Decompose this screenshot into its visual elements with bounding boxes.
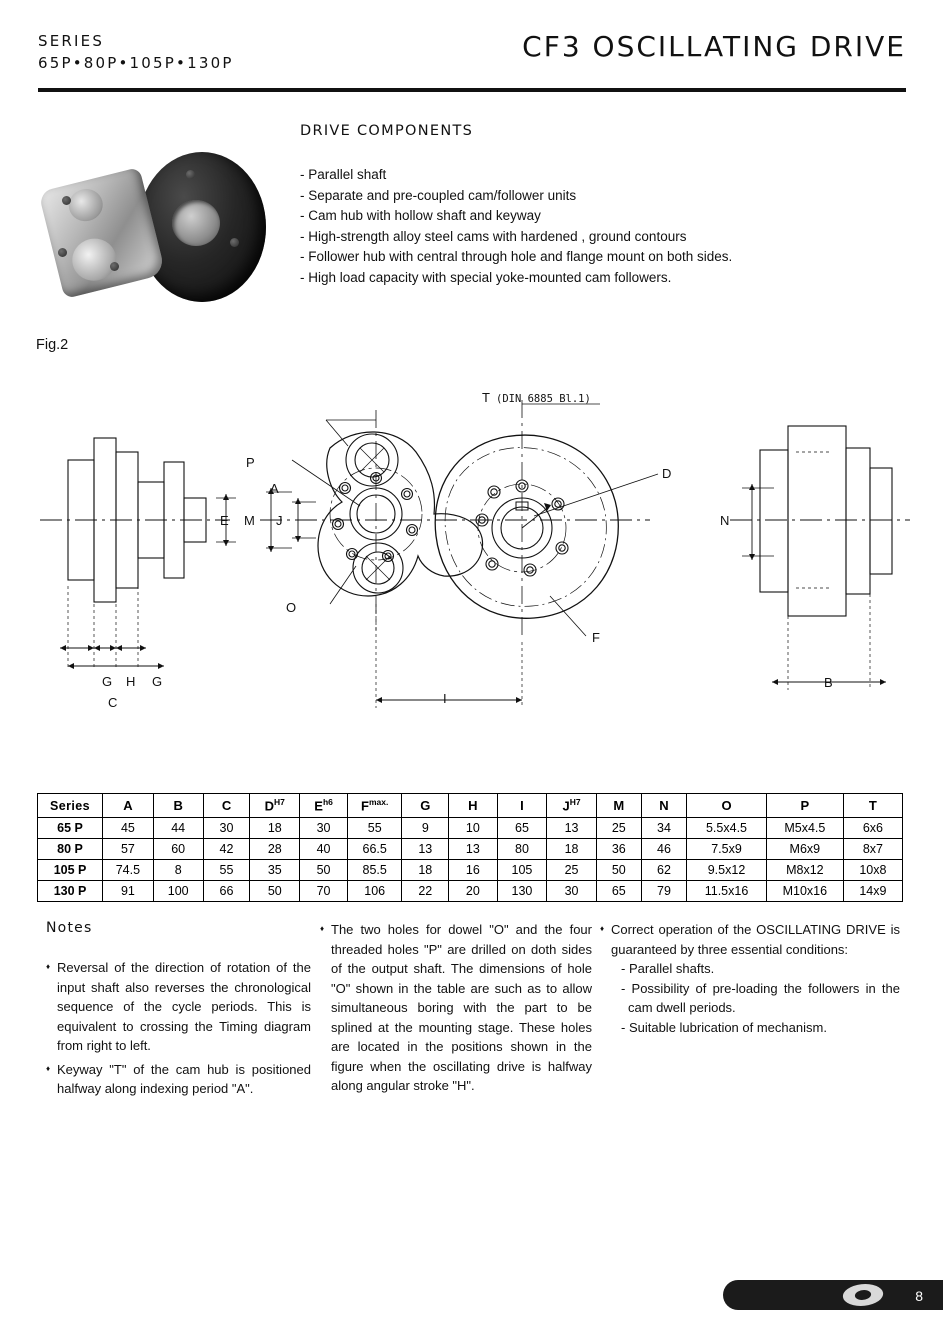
cell-j: 18 <box>547 839 596 860</box>
cell-n: 46 <box>641 839 686 860</box>
cell-b: 8 <box>153 860 203 881</box>
cell-p: M10x16 <box>766 881 843 902</box>
cell-p: M5x4.5 <box>766 818 843 839</box>
bolt-icon <box>58 248 67 257</box>
col-i: I <box>497 794 547 818</box>
product-photo <box>40 130 280 320</box>
dimension-label-H: H <box>126 674 136 689</box>
cell-e: 40 <box>300 839 348 860</box>
cell-n: 62 <box>641 860 686 881</box>
list-item: - Separate and pre-coupled cam/follower units <box>300 187 577 203</box>
notes-column-2 <box>320 920 592 1100</box>
dimension-label-I: I <box>443 691 447 706</box>
cell-o: 5.5x4.5 <box>687 818 767 839</box>
cell-a: 57 <box>103 839 154 860</box>
dimension-label-N: N <box>720 513 730 528</box>
col-series: Series <box>38 794 103 818</box>
row-series: 80 P <box>38 839 103 860</box>
col-a: A <box>103 794 154 818</box>
cell-m: 36 <box>596 839 641 860</box>
cell-h: 16 <box>449 860 497 881</box>
col-b: B <box>153 794 203 818</box>
cell-e: 30 <box>300 818 348 839</box>
note-sub-item: - Possibility of pre-loading the followers in the cam dwell periods. <box>621 980 900 1015</box>
col-p: P <box>766 794 843 818</box>
list-item: - Parallel shaft <box>300 167 387 182</box>
bolt-icon <box>62 196 71 205</box>
col-t: T <box>843 794 902 818</box>
table-header-row <box>38 794 903 818</box>
dimension-label-G: G <box>102 674 113 689</box>
cell-f: 106 <box>347 881 401 902</box>
list-item: - High-strength alloy steel cams with hardened , ground contours <box>300 228 687 244</box>
note-item: ♦ The two holes for dowel "O" and the four threaded holes "P" are drilled on doth sides of the output shaft. The dimensions of hole "O" shown in the table are such as to allow simultaneous boring with the part to be splined at the mounting stage. These holes are located in the positions shown in the figure when the oscillating drive is halfway along angular stroke "H". <box>320 920 592 1096</box>
dimension-label-J: J <box>276 513 283 528</box>
cell-o: 9.5x12 <box>687 860 767 881</box>
cell-g: 9 <box>402 818 449 839</box>
dimension-label-E: E <box>220 513 229 528</box>
page-number: 8 <box>915 1288 923 1304</box>
cell-j: 25 <box>547 860 596 881</box>
cell-c: 55 <box>203 860 250 881</box>
cell-e: 50 <box>300 860 348 881</box>
drive-components-list <box>300 165 860 288</box>
cell-g: 13 <box>402 839 449 860</box>
cell-f: 85.5 <box>347 860 401 881</box>
dimension-label-M: M <box>244 513 255 528</box>
cell-p: M8x12 <box>766 860 843 881</box>
cell-d: 28 <box>250 839 300 860</box>
col-o: O <box>687 794 767 818</box>
cell-p: M6x9 <box>766 839 843 860</box>
note-item: ♦ Reversal of the direction of rotation of the input shaft also reverses the chronological sequence of the cycle periods. This is equivalent to crossing the Timing diagram from right to left. <box>46 958 311 1056</box>
cell-j: 13 <box>547 818 596 839</box>
cell-m: 25 <box>596 818 641 839</box>
header-series-label: SERIES <box>38 32 105 50</box>
specifications-table-wrapper <box>37 793 903 902</box>
cell-i: 130 <box>497 881 547 902</box>
cell-i: 105 <box>497 860 547 881</box>
list-item: - Follower hub with central through hole and flange mount on both sides. <box>300 249 733 264</box>
page-title: CF3 OSCILLATING DRIVE <box>522 30 906 63</box>
col-f: $F^{max.}$ <box>347 794 401 818</box>
cell-a: 45 <box>103 818 154 839</box>
col-h: H <box>449 794 497 818</box>
notes-column-3 <box>600 920 900 1041</box>
table-row <box>38 860 903 881</box>
notes-title: Notes <box>46 920 93 936</box>
cell-t: 14x9 <box>843 881 902 902</box>
footer-bar <box>723 1280 943 1310</box>
cell-b: 44 <box>153 818 203 839</box>
cell-c: 30 <box>203 818 250 839</box>
specifications-table <box>37 793 903 902</box>
cell-d: 18 <box>250 818 300 839</box>
cell-g: 18 <box>402 860 449 881</box>
dimension-label-O: O <box>286 600 297 615</box>
cell-b: 60 <box>153 839 203 860</box>
dimension-label-B: B <box>824 675 833 690</box>
note-sub-item: - Suitable lubrication of mechanism. <box>621 1019 827 1035</box>
col-m: M <box>596 794 641 818</box>
note-item: ♦ Keyway "T" of the cam hub is positioned halfway along indexing period "A". <box>46 1060 311 1099</box>
cell-e: 70 <box>300 881 348 902</box>
col-n: N <box>641 794 686 818</box>
dimension-label-T: T <box>482 390 490 405</box>
company-logo-icon <box>843 1284 883 1306</box>
cell-d: 35 <box>250 860 300 881</box>
cell-d: 50 <box>250 881 300 902</box>
cell-n: 34 <box>641 818 686 839</box>
dimension-label-P: P <box>246 455 255 470</box>
note-sub-item: - Parallel shafts. <box>621 961 715 976</box>
col-d: $D^{H7}$ <box>250 794 300 818</box>
cell-n: 79 <box>641 881 686 902</box>
cell-b: 100 <box>153 881 203 902</box>
keyway-standard-note: (DIN 6885 Bl.1) <box>496 393 591 405</box>
row-series: 130 P <box>38 881 103 902</box>
cell-m: 50 <box>596 860 641 881</box>
list-item: - Cam hub with hollow shaft and keyway <box>300 208 541 223</box>
bolt-icon <box>110 262 119 271</box>
cell-h: 10 <box>449 818 497 839</box>
cell-h: 13 <box>449 839 497 860</box>
cell-g: 22 <box>402 881 449 902</box>
dimension-label-D: D <box>662 466 672 481</box>
cell-t: 6x6 <box>843 818 902 839</box>
cell-c: 66 <box>203 881 250 902</box>
col-j: $J^{H7}$ <box>547 794 596 818</box>
cell-f: 55 <box>347 818 401 839</box>
cell-c: 42 <box>203 839 250 860</box>
drive-components-title: DRIVE COMPONENTS <box>300 123 474 139</box>
cell-a: 74.5 <box>103 860 154 881</box>
notes-column-1 <box>46 958 311 1103</box>
technical-drawing <box>30 390 910 760</box>
col-c: C <box>203 794 250 818</box>
cell-t: 8x7 <box>843 839 902 860</box>
table-row <box>38 881 903 902</box>
cell-m: 65 <box>596 881 641 902</box>
bolt-icon <box>186 170 195 179</box>
row-series: 105 P <box>38 860 103 881</box>
cell-i: 65 <box>497 818 547 839</box>
cell-o: 11.5x16 <box>687 881 767 902</box>
list-item: - High load capacity with special yoke-mounted cam followers. <box>300 269 672 285</box>
cell-a: 91 <box>103 881 154 902</box>
cell-h: 20 <box>449 881 497 902</box>
dimension-label-F: F <box>592 630 600 645</box>
figure-caption: Fig.2 <box>36 337 69 353</box>
bolt-icon <box>230 238 239 247</box>
cell-i: 80 <box>497 839 547 860</box>
header-divider <box>38 88 906 92</box>
note-intro: Correct operation of the OSCILLATING DRIVE is guaranteed by three essential conditions: <box>611 922 900 957</box>
cell-o: 7.5x9 <box>687 839 767 860</box>
col-e: $E^{h6}$ <box>300 794 348 818</box>
cell-t: 10x8 <box>843 860 902 881</box>
dimension-label-A: A <box>270 481 279 496</box>
table-row <box>38 839 903 860</box>
col-g: G <box>402 794 449 818</box>
page-header <box>38 30 906 88</box>
table-row <box>38 818 903 839</box>
cell-f: 66.5 <box>347 839 401 860</box>
note-item <box>600 920 900 1037</box>
dimension-label-G2: G <box>152 674 163 689</box>
cam-disc-photo <box>138 152 266 302</box>
note-sub-list <box>611 959 900 1037</box>
cell-j: 30 <box>547 881 596 902</box>
row-series: 65 P <box>38 818 103 839</box>
dimension-label-C: C <box>108 695 118 710</box>
header-models: 65P•80P•105P•130P <box>38 54 234 72</box>
